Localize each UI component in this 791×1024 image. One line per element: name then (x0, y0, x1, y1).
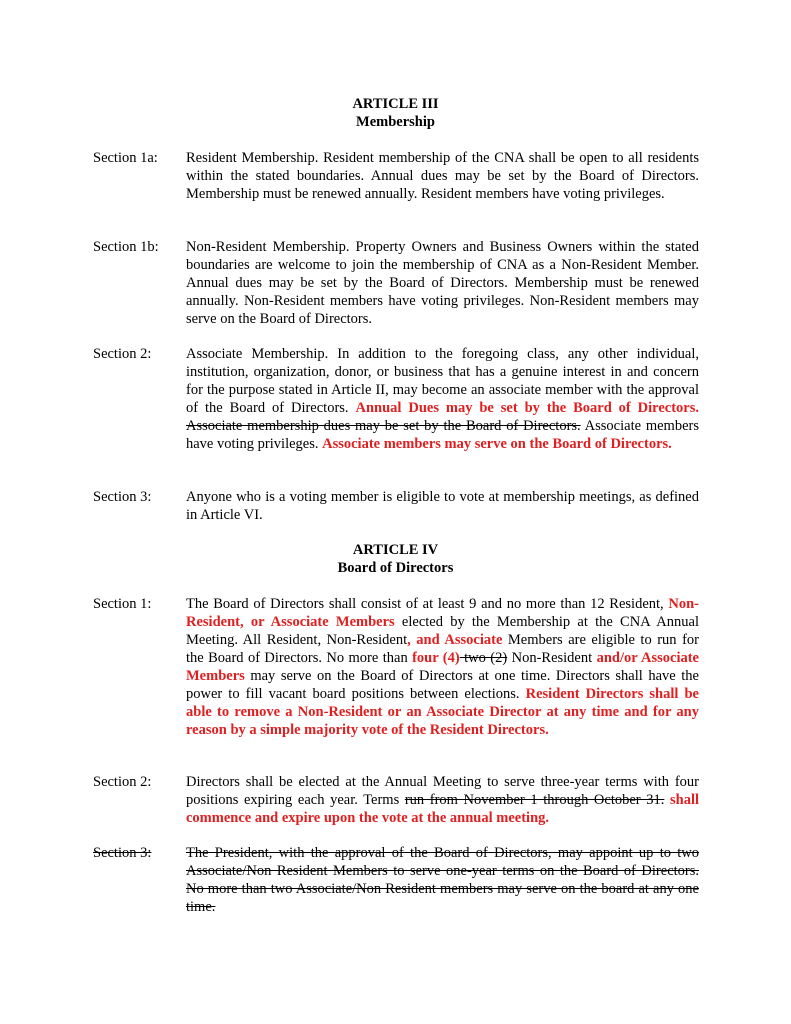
section-label: Section 3: (93, 845, 152, 861)
section-label: Section 1a: (93, 150, 158, 166)
added-text: four (4) (412, 650, 460, 666)
deleted-text: run from November 1 through October 31. (404, 792, 665, 808)
text-run: Members are eligible to run for the Board of Directors. No more than (186, 632, 699, 666)
section-label: Section 2: (93, 774, 152, 790)
added-text: Resident Directors shall be able to remove a Non-Resident or an Associate Director at any time and for any reason by a simple majority vote of the Resident Directors. (186, 686, 699, 738)
article-iv-title: ARTICLE IV (352, 542, 439, 558)
article-iv-subtitle: Board of Directors (337, 560, 454, 576)
article-iii-subtitle: Membership (356, 114, 435, 130)
section-text (186, 345, 699, 453)
section-text: Non-Resident Membership. Property Owners and Business Owners within the stated boundaries are welcome to join the membership of CNA as a Non-Resident Member. Annual dues may be set by the Board of Directors. Membership must be renewed annually. Non-Resident members have voting privileges. Non-Resident members may serve on the Board of Directors. (186, 239, 699, 327)
added-text: Non-Resident, or Associate Members (186, 596, 699, 630)
section-text: Resident Membership. Resident membership of the CNA shall be open to all residents within the stated boundaries. Annual dues may be set by the Board of Directors. Membership must be renewed annually. Resident members have voting privileges. (186, 150, 699, 202)
text-run: Non-Resident (507, 650, 597, 666)
text-run: elected by the Membership at the CNA Annual Meeting. All Resident, Non-Resident (186, 614, 699, 648)
section-label: Section 3: (93, 489, 152, 505)
text-run: may serve on the Board of Directors at one time. Directors shall have the power to fill vacant board positions between elections. (186, 668, 699, 702)
section-label: Section 2: (93, 346, 152, 362)
section-text (186, 773, 699, 827)
added-text: , and Associate (407, 632, 503, 648)
section-text (186, 595, 699, 739)
text-run: Directors shall be elected at the Annual Meeting to serve three-year terms with four positions expiring each year. Terms (186, 774, 699, 808)
deleted-text: two (2) (459, 650, 508, 666)
section-text: Anyone who is a voting member is eligible to vote at membership meetings, as defined in Article VI. (186, 489, 699, 523)
deleted-text: Associate membership dues may be set by the Board of Directors. (186, 418, 581, 434)
section-label: Section 1b: (93, 239, 159, 255)
added-text: Associate members may serve on the Board of Directors. (322, 436, 672, 452)
text-run: The Board of Directors shall consist of at least 9 and no more than 12 Resident, (186, 596, 669, 612)
added-text: shall commence and expire upon the vote at the annual meeting. (186, 792, 699, 826)
added-text: and/or Associate Members (186, 650, 699, 684)
text-run: Associate Membership. In addition to the foregoing class, any other individual, institution, organization, donor, or business that has a genuine interest in and concern for the purpose stated in Article II, may become an associate member with the approval of the Board of Directors. (186, 346, 699, 416)
article-iii-title: ARTICLE III (352, 96, 439, 112)
text-run: Associate members have voting privileges. (186, 418, 699, 452)
deleted-text: The President, with the approval of the Board of Directors, may appoint up to two Associate/Non Resident Members to serve one-year terms on the Board of Directors. No more than two Associate/Non Resident members may serve on the board at any one time. (186, 845, 699, 915)
section-label: Section 1: (93, 596, 152, 612)
added-text: Annual Dues may be set by the Board of Directors. (355, 400, 700, 416)
